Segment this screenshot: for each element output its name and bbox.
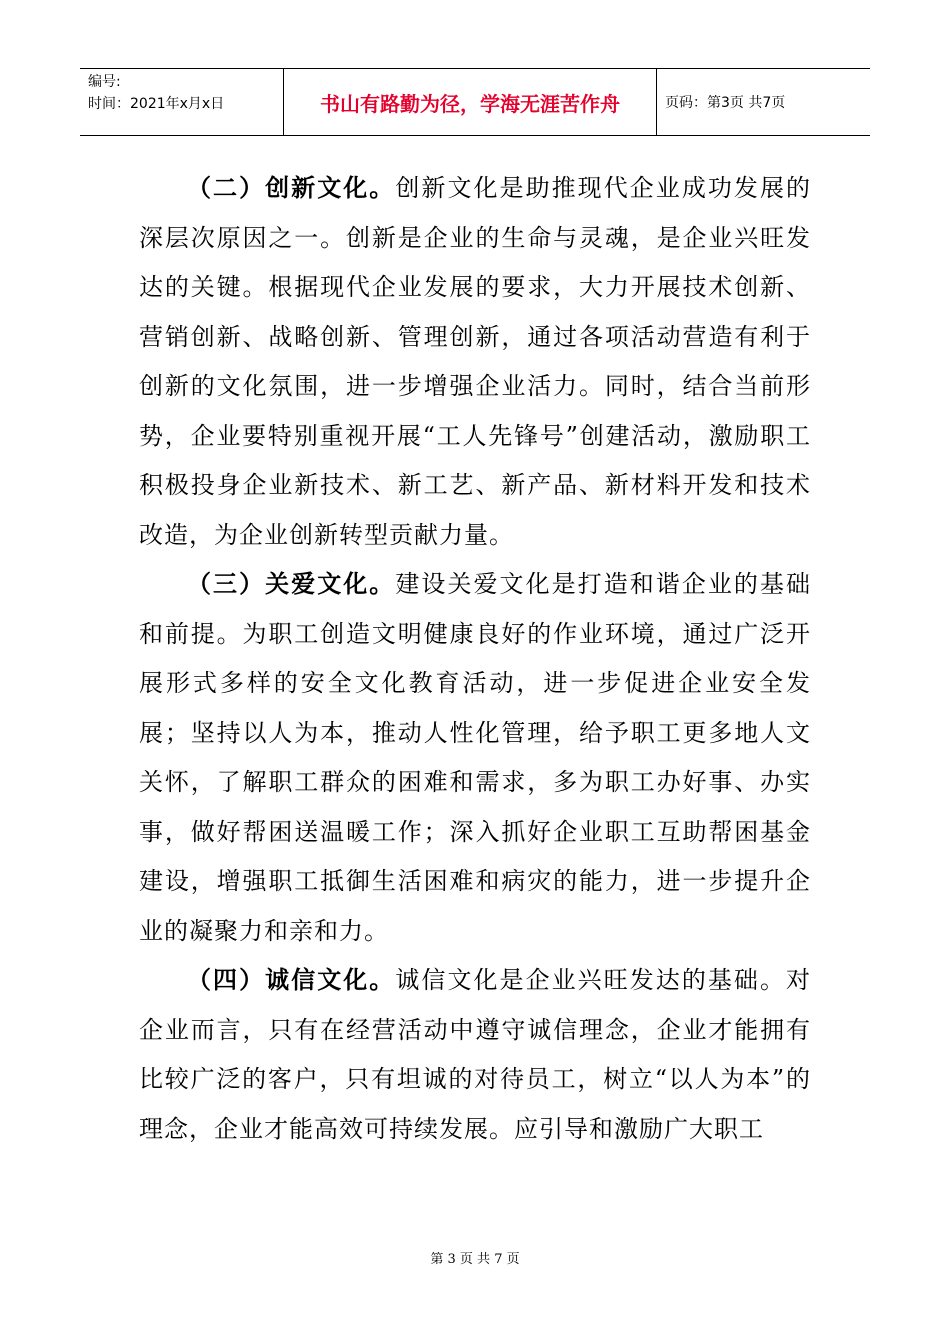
- document-body: [139, 164, 811, 1154]
- document-time-label: 时间：2021年x月x日: [88, 96, 225, 112]
- header-motto: 书山有路勤为径，学海无涯苦作舟: [283, 69, 657, 135]
- section-heading: （三）关爱文化。: [187, 570, 396, 598]
- page-header: [80, 68, 870, 136]
- header-meta: [80, 69, 283, 135]
- section-heading: （四）诚信文化。: [187, 966, 396, 994]
- paragraph-innovation-culture: [139, 164, 811, 560]
- document-number-label: 编号:: [88, 74, 121, 90]
- paragraph-integrity-culture: [139, 956, 811, 1154]
- paragraph-text: 诚信文化是企业兴旺发达的基础。对企业而言，只有在经营活动中遵守诚信理念，企业才能拥有比较广泛的客户，只有坦诚的对待员工，树立“以人为本”的理念，企业才能高效可持续发展。应引导和激励广大职工: [139, 966, 812, 1143]
- paragraph-text: 创新文化是助推现代企业成功发展的深层次原因之一。创新是企业的生命与灵魂，是企业兴旺发达的关键。根据现代企业发展的要求，大力开展技术创新、营销创新、战略创新、管理创新，通过各项活动营造有利于创新的文化氛围，进一步增强企业活力。同时，结合当前形势，企业要特别重视开展“工人先锋号”创建活动，激励职工积极投身企业新技术、新工艺、新产品、新材料开发和技术改造，为企业创新转型贡献力量。: [139, 174, 812, 549]
- header-page-info: 页码：第3页 共7页: [665, 95, 786, 111]
- paragraph-text: 建设关爱文化是打造和谐企业的基础和前提。为职工创造文明健康良好的作业环境，通过广泛开展形式多样的安全文化教育活动，进一步促进企业安全发展；坚持以人为本，推动人性化管理，给予职工更多地人文关怀，了解职工群众的困难和需求，多为职工办好事、办实事，做好帮困送温暖工作；深入抓好企业职工互助帮困基金建设，增强职工抵御生活困难和病灾的能力，进一步提升企业的凝聚力和亲和力。: [139, 570, 812, 945]
- paragraph-care-culture: [139, 560, 811, 956]
- page-footer: 第 3 页 共 7 页: [430, 1252, 520, 1267]
- section-heading: （二）创新文化。: [187, 174, 396, 202]
